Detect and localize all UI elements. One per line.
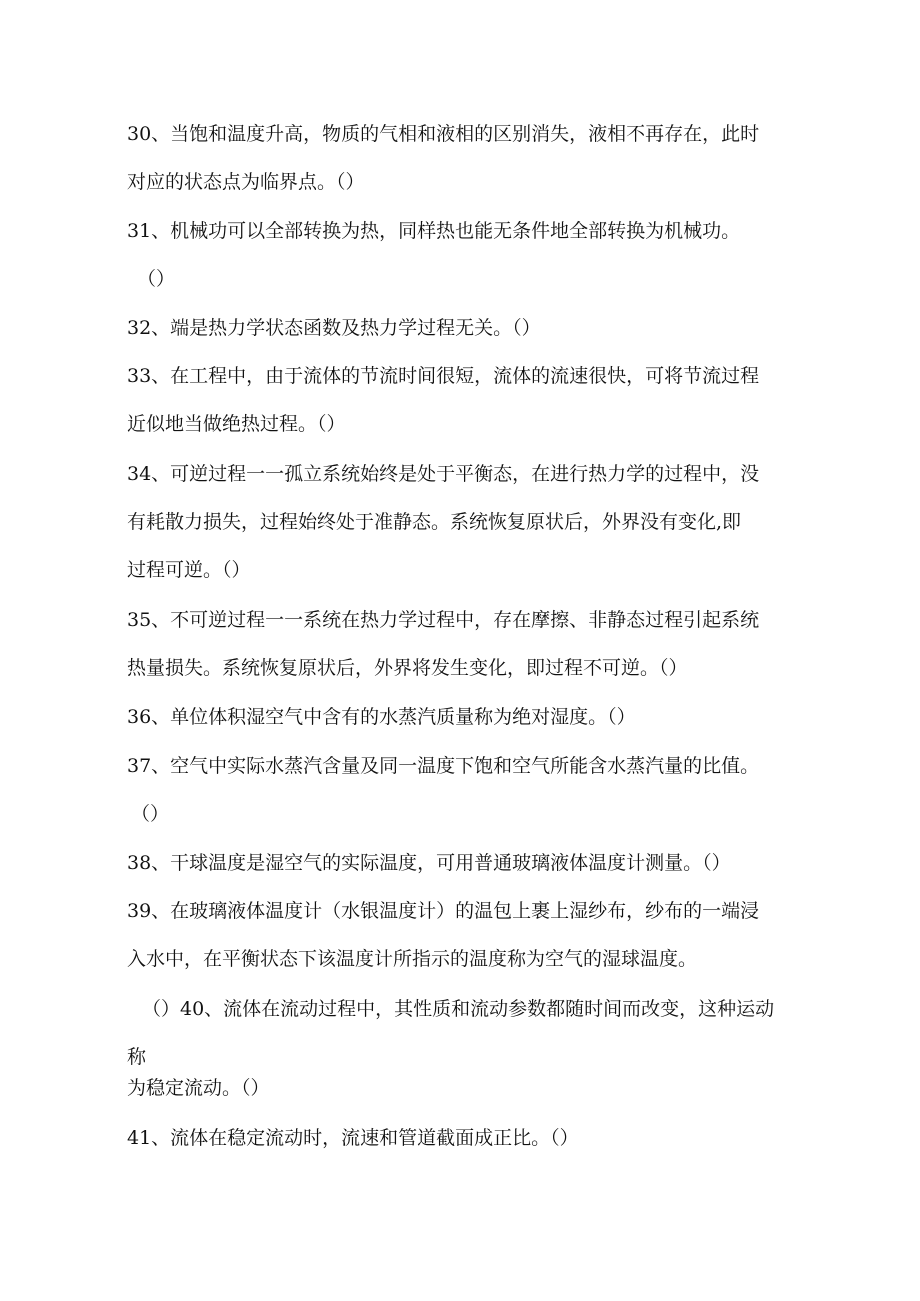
text-line: 入水中，在平衡状态下该温度计所指示的温度称为空气的湿球温度。: [127, 948, 698, 970]
text-line: 34、可逆过程一一孤立系统始终是处于平衡态，在进行热力学的过程中，没: [127, 463, 760, 485]
text-line: 31、机械功可以全部转换为热，同样热也能无条件地全部转换为机械功。: [127, 220, 741, 242]
text-line: 为稳定流动。（）: [127, 1077, 270, 1099]
text-line: 37、空气中实际水蒸汽含量及同一温度下饱和空气所能含水蒸汽量的比值。: [127, 755, 760, 777]
text-line: 35、不可逆过程一一系统在热力学过程中，存在摩擦、非静态过程引起系统: [127, 609, 760, 631]
text-line: 过程可逆。（）: [127, 559, 251, 581]
text-line: 33、在工程中，由于流体的节流时间很短，流体的流速很快，可将节流过程: [127, 365, 760, 387]
text-line: 对应的状态点为临界点。（）: [127, 171, 365, 193]
text-line: 41、流体在稳定流动时，流速和管道截面成正比。（）: [127, 1127, 579, 1149]
text-line: 称: [127, 1046, 147, 1068]
text-line: （）40、流体在流动过程中，其性质和流动参数都随时间而改变，这种运动: [142, 998, 775, 1020]
text-line: 32、端是热力学状态函数及热力学过程无关。（）: [127, 317, 541, 339]
text-line: 39、在玻璃液体温度计（水银温度计）的温包上裹上湿纱布，纱布的一端浸: [127, 900, 760, 922]
text-line: 有耗散力损失，过程始终处于准静态。系统恢复原状后，外界没有变化,即: [127, 511, 742, 533]
text-line: 近似地当做绝热过程。（）: [127, 413, 346, 435]
text-line: （）: [131, 803, 170, 825]
text-line: 36、单位体积湿空气中含有的水蒸汽质量称为绝对湿度。（）: [127, 706, 636, 728]
text-line: 30、当饱和温度升高，物质的气相和液相的区别消失，液相不再存在，此时: [127, 123, 760, 145]
text-line: （）: [137, 268, 176, 290]
text-line: 热量损失。系统恢复原状后，外界将发生变化，即过程不可逆。（）: [127, 657, 688, 679]
text-line: 38、干球温度是湿空气的实际温度，可用普通玻璃液体温度计测量。（）: [127, 852, 731, 874]
